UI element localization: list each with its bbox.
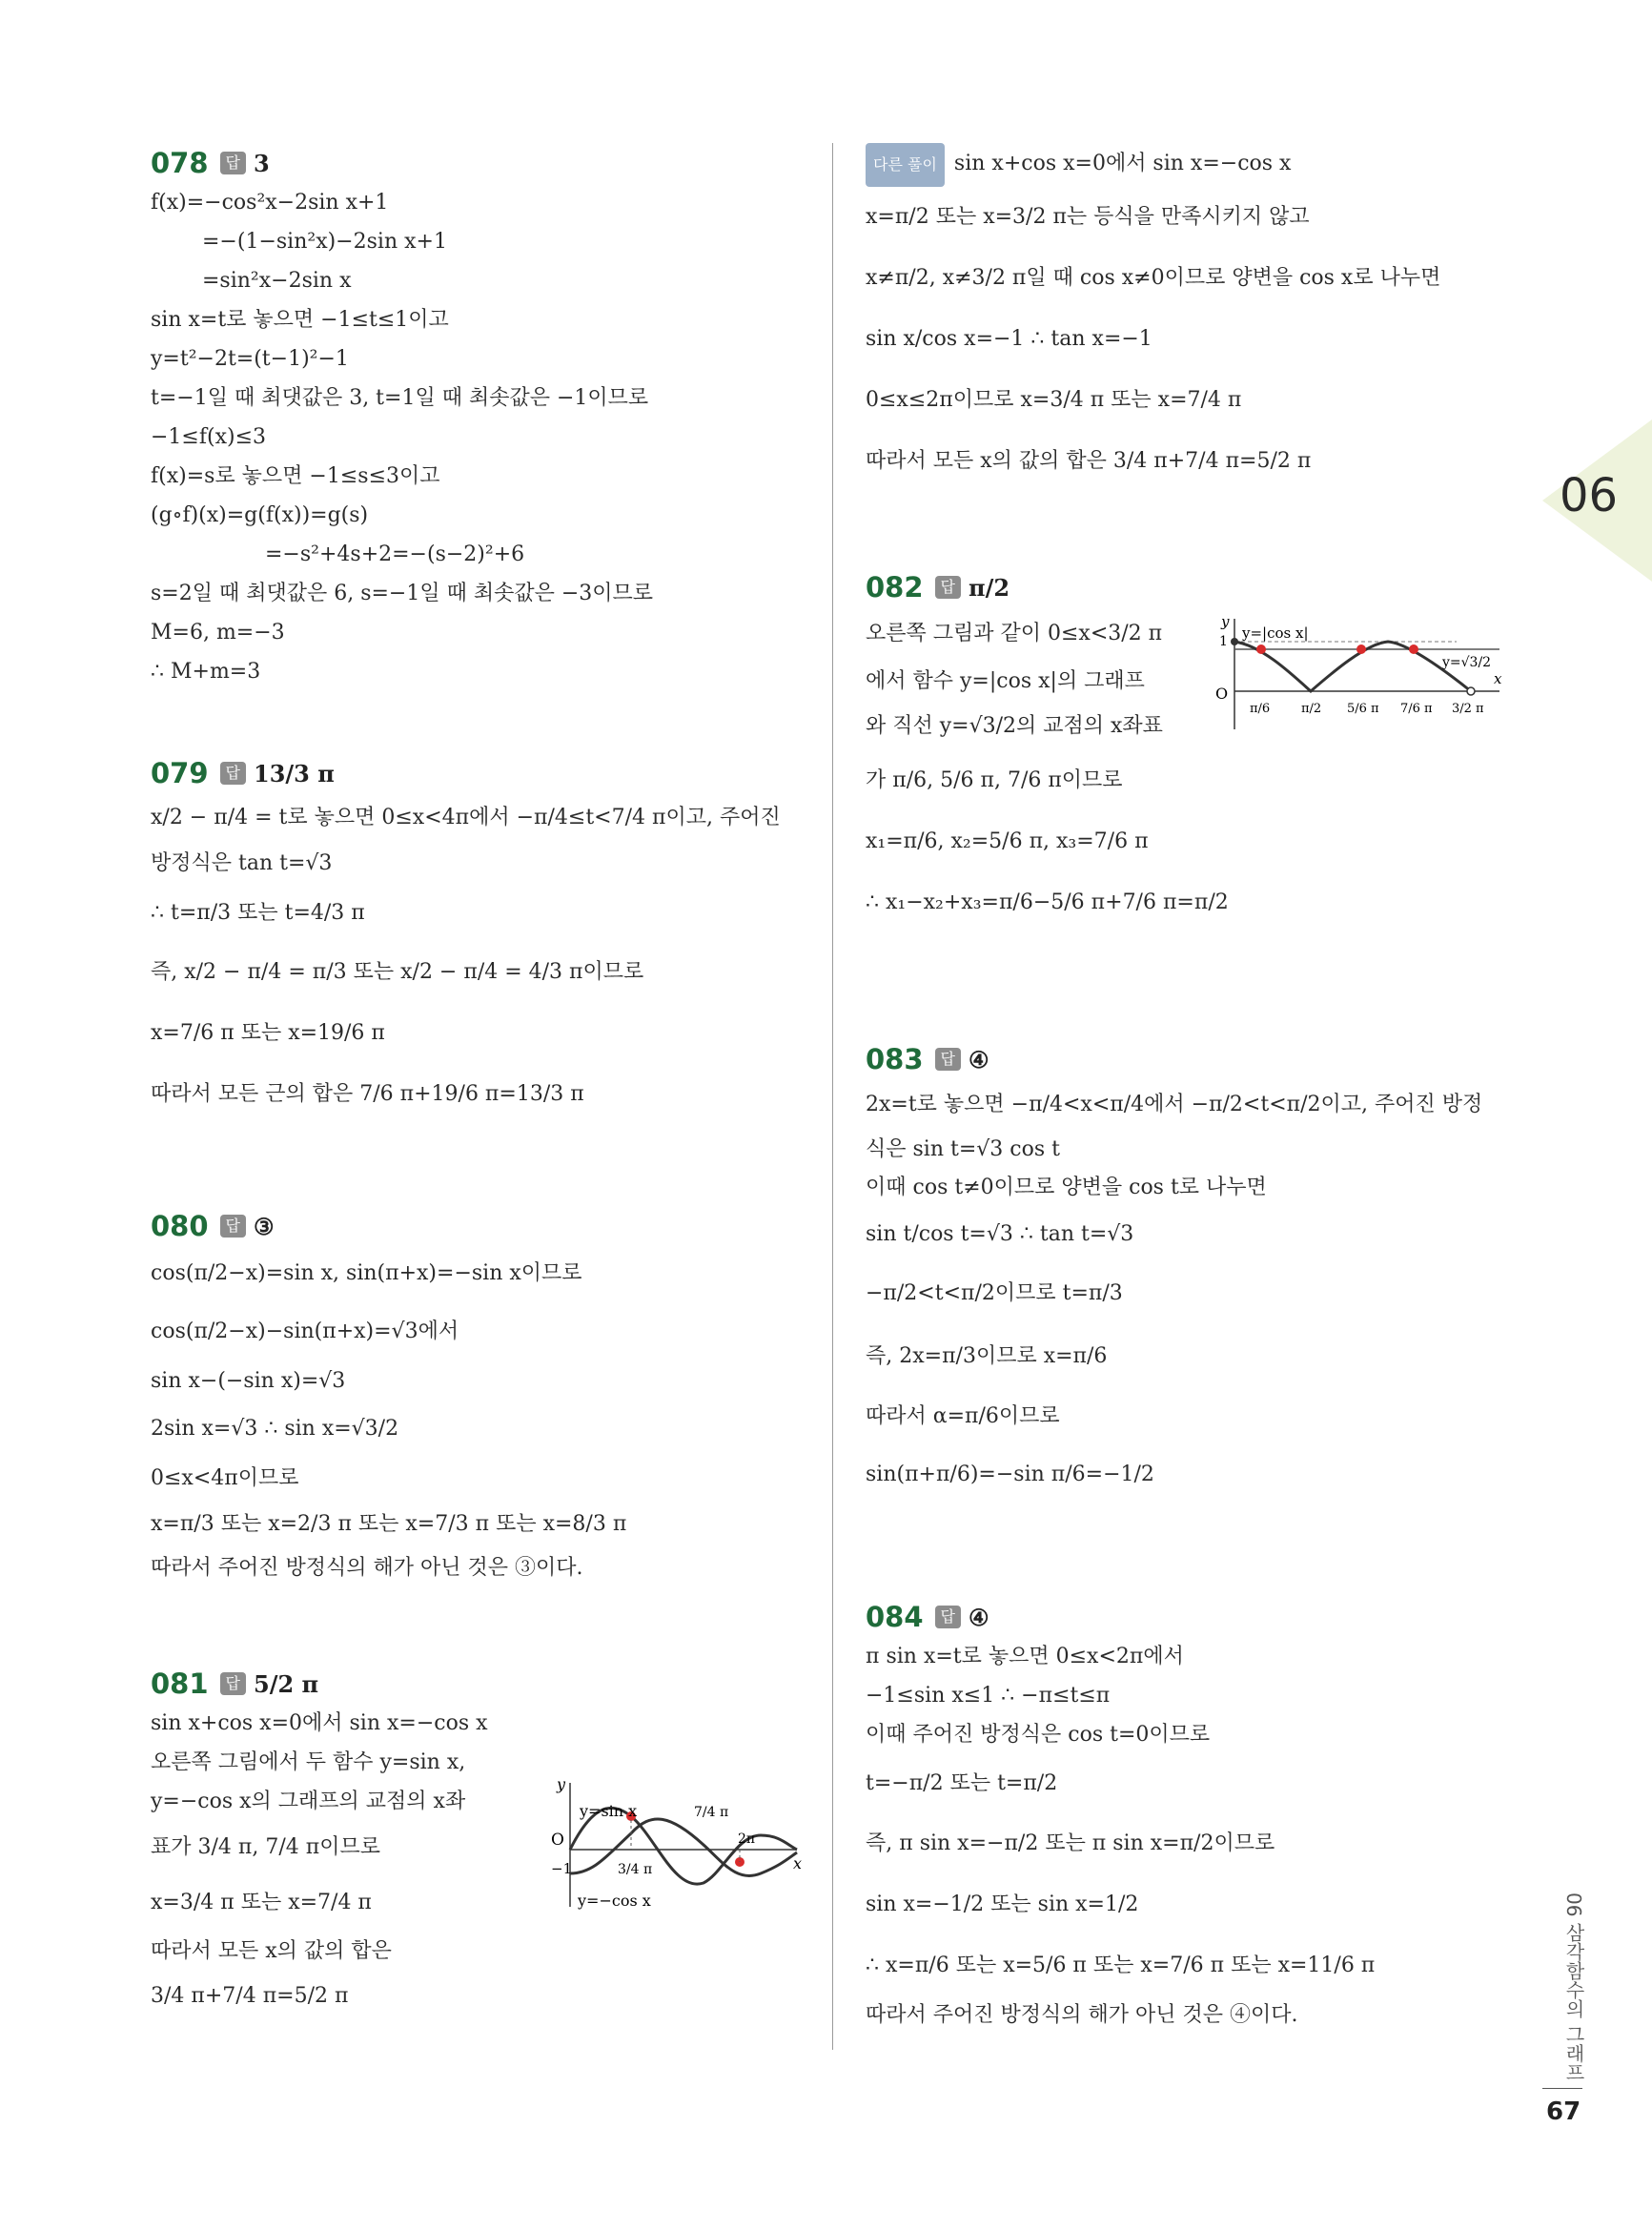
solution-line: 0≤x<4π이므로 <box>151 1466 299 1490</box>
solution-line: 이때 cos t≠0이므로 양변을 cos t로 나누면 <box>866 1176 1267 1199</box>
solution-line: sin(π+π/6)=−sin π/6=−1/2 <box>866 1463 1154 1486</box>
solution-line: cos(π/2−x)=sin x, sin(π+x)=−sin x이므로 <box>151 1261 582 1285</box>
problem-081 <box>151 1664 818 2022</box>
chapter-number: 06 <box>1560 469 1619 522</box>
alternate-solution-081 <box>866 143 1552 492</box>
solution-line: =sin²x−2sin x <box>202 269 352 293</box>
solution-line: 따라서 모든 근의 합은 7/6 π+19/6 π=13/3 π <box>151 1082 584 1106</box>
answer-value: 5/2 π <box>254 1669 319 1698</box>
tick-label: π/6 <box>1250 702 1271 716</box>
problem-number: 083 <box>866 1043 924 1075</box>
problem-080 <box>151 1206 818 1587</box>
problem-number: 084 <box>866 1601 924 1633</box>
graph-sin-cos <box>551 1778 808 1912</box>
solution-line: x₁=π/6, x₂=5/6 π, x₃=7/6 π <box>866 829 1149 853</box>
curve-label: y=|cos x| <box>1242 624 1309 642</box>
solution-line: 따라서 주어진 방정식의 해가 아닌 것은 ③이다. <box>151 1556 583 1580</box>
problem-header <box>866 567 1552 607</box>
solution-line: 따라서 주어진 방정식의 해가 아닌 것은 ④이다. <box>866 2003 1298 2027</box>
solution-line: ∴ t=π/3 또는 t=4/3 π <box>151 901 365 925</box>
intersection-point <box>1256 644 1266 654</box>
answer-tag: 답 <box>220 762 246 785</box>
solution-line: ∴ x₁−x₂+x₃=π/6−5/6 π+7/6 π=π/2 <box>866 890 1229 914</box>
solution-line: sin x=t로 놓으면 −1≤t≤1이고 <box>151 308 449 332</box>
solution-line: y=t²−2t=(t−1)²−1 <box>151 347 349 371</box>
solution-line: −1≤sin x≤1 ∴ −π≤t≤π <box>866 1684 1111 1708</box>
solution-line: s=2일 때 최댓값은 6, s=−1일 때 최솟값은 −3이므로 <box>151 582 654 605</box>
problem-header <box>151 753 818 793</box>
answer-value: ④ <box>969 1603 989 1631</box>
problem-number: 080 <box>151 1210 209 1242</box>
y-label: y <box>557 1778 566 1793</box>
solution-line: 에서 함수 y=|cos x|의 그래프 <box>866 669 1145 693</box>
solution-line: sin t/cos t=√3 ∴ tan t=√3 <box>866 1222 1134 1246</box>
solution-line: 와 직선 y=√3/2의 교점의 x좌표 <box>866 714 1163 738</box>
problem-079 <box>151 753 818 1125</box>
answer-tag: 답 <box>935 576 961 599</box>
tick-label: π/2 <box>1301 702 1322 716</box>
x-label: x <box>793 1854 803 1872</box>
answer-tag: 답 <box>220 1215 246 1238</box>
tick-label: 7/6 π <box>1400 702 1433 716</box>
solution-line: ∴ x=π/6 또는 x=5/6 π 또는 x=7/6 π 또는 x=11/6 π <box>866 1954 1376 1977</box>
solution-line: t=−1일 때 최댓값은 3, t=1일 때 최솟값은 −1이므로 <box>151 386 649 410</box>
answer-value: 3 <box>254 149 270 177</box>
solution-line: sin x+cos x=0에서 sin x=−cos x <box>151 1711 488 1735</box>
tick-label: 3/2 π <box>1452 702 1484 716</box>
alt-solution-tag: 다른 풀이 <box>866 143 945 187</box>
solution-line: 즉, 2x=π/3이므로 x=π/6 <box>866 1344 1108 1368</box>
solution-line: x≠π/2, x≠3/2 π일 때 cos x≠0이므로 양변을 cos x로 나누면 <box>866 266 1441 290</box>
solution-line: y=−cos x의 그래프의 교점의 x좌 <box>151 1790 466 1813</box>
tick-label: 5/6 π <box>1347 702 1379 716</box>
solution-line: 가 π/6, 5/6 π, 7/6 π이므로 <box>866 768 1123 792</box>
solution-line: M=6, m=−3 <box>151 621 285 644</box>
answer-value: ④ <box>969 1045 989 1074</box>
answer-tag: 답 <box>220 152 246 174</box>
answer-tag: 답 <box>935 1606 961 1628</box>
solution-line: t=−π/2 또는 t=π/2 <box>866 1771 1058 1795</box>
problem-082 <box>866 567 1552 933</box>
solution-line: x=π/3 또는 x=2/3 π 또는 x=7/3 π 또는 x=8/3 π <box>151 1512 627 1536</box>
solution-line: 이때 주어진 방정식은 cos t=0이므로 <box>866 1723 1211 1747</box>
solution-line: −1≤f(x)≤3 <box>151 425 267 449</box>
x-label: x <box>1494 670 1502 687</box>
cos-curve-label: y=−cos x <box>578 1892 651 1910</box>
alt-header <box>866 143 1552 187</box>
problem-083 <box>866 1039 1552 1504</box>
solution-line: x=7/6 π 또는 x=19/6 π <box>151 1021 385 1045</box>
solution-line: x=π/2 또는 x=3/2 π는 등식을 만족시키지 않고 <box>866 205 1310 229</box>
solution-line: x/2 − π/4 = t로 놓으면 0≤x<4π에서 −π/4≤t<7/4 π이고, 주어진 <box>151 806 781 829</box>
column-divider <box>832 143 833 2050</box>
solution-line: sin x=−1/2 또는 sin x=1/2 <box>866 1892 1139 1916</box>
solution-line: 오른쪽 그림에서 두 함수 y=sin x, <box>151 1750 466 1774</box>
problem-number: 079 <box>151 757 209 789</box>
problem-header <box>866 1597 1552 1637</box>
solution-line: ∴ M+m=3 <box>151 660 261 684</box>
solution-line: =−s²+4s+2=−(s−2)²+6 <box>265 542 525 566</box>
problem-header <box>151 143 818 183</box>
answer-tag: 답 <box>935 1048 961 1071</box>
solution-line: 따라서 모든 x의 값의 합은 <box>151 1939 392 1963</box>
seven-quarter-label: 7/4 π <box>694 1805 729 1820</box>
three-quarter-label: 3/4 π <box>618 1862 653 1877</box>
problem-084 <box>866 1597 1552 2035</box>
page-number-rule <box>1542 2088 1582 2089</box>
problem-header <box>151 1206 818 1246</box>
sin-curve-label: y=sin x <box>580 1802 638 1820</box>
solution-line: 방정식은 tan t=√3 <box>151 851 333 875</box>
solution-line: 즉, π sin x=−π/2 또는 π sin x=π/2이므로 <box>866 1831 1275 1855</box>
solution-line: 2sin x=√3 ∴ sin x=√3/2 <box>151 1417 399 1441</box>
solution-line: −π/2<t<π/2이므로 t=π/3 <box>866 1281 1123 1305</box>
solution-line: 0≤x≤2π이므로 x=3/4 π 또는 x=7/4 π <box>866 388 1242 412</box>
solution-line: 식은 sin t=√3 cos t <box>866 1137 1060 1161</box>
problem-number: 082 <box>866 571 924 604</box>
y-label: y <box>1221 615 1230 630</box>
solution-line: 따라서 α=π/6이므로 <box>866 1404 1060 1428</box>
answer-tag: 답 <box>220 1672 246 1695</box>
solution-line: f(x)=−cos²x−2sin x+1 <box>151 191 389 215</box>
solution-line: 표가 3/4 π, 7/4 π이므로 <box>151 1835 380 1859</box>
solution-line: 오른쪽 그림과 같이 0≤x<3/2 π <box>866 622 1163 645</box>
problem-number: 078 <box>151 147 209 179</box>
alt-head-line: sin x+cos x=0에서 sin x=−cos x <box>953 152 1292 175</box>
origin-label: O <box>1215 685 1229 703</box>
solution-line: 따라서 모든 x의 값의 합은 3/4 π+7/4 π=5/2 π <box>866 449 1312 473</box>
solution-line: 3/4 π+7/4 π=5/2 π <box>151 1984 349 2008</box>
answer-value: π/2 <box>969 573 1010 602</box>
solution-line: x=3/4 π 또는 x=7/4 π <box>151 1891 372 1914</box>
end-point <box>1467 687 1475 695</box>
intersection-point <box>1356 644 1366 654</box>
two-pi-label: 2π <box>738 1831 756 1847</box>
problem-number: 081 <box>151 1667 209 1700</box>
problem-header <box>151 1664 818 1704</box>
solution-line: (g∘f)(x)=g(f(x))=g(s) <box>151 503 369 527</box>
graph-abs-cos <box>1214 615 1509 734</box>
solution-line: f(x)=s로 놓으면 −1≤s≤3이고 <box>151 464 440 488</box>
neg-cos-curve <box>570 1819 797 1876</box>
solution-line: =−(1−sin²x)−2sin x+1 <box>202 230 447 254</box>
solution-line: 2x=t로 놓으면 −π/4<x<π/4에서 −π/2<t<π/2이고, 주어진 방정 <box>866 1093 1483 1116</box>
solution-line: sin x/cos x=−1 ∴ tan x=−1 <box>866 327 1152 351</box>
one-label: 1 <box>1219 634 1228 649</box>
solution-line: cos(π/2−x)−sin(π+x)=√3에서 <box>151 1320 459 1343</box>
solution-line: 즉, x/2 − π/4 = π/3 또는 x/2 − π/4 = 4/3 π이므로 <box>151 960 644 984</box>
problem-header <box>866 1039 1552 1079</box>
problem-078 <box>151 143 818 691</box>
page-number: 67 <box>1546 2097 1581 2126</box>
answer-value: 13/3 π <box>254 759 335 788</box>
solution-line: π sin x=t로 놓으면 0≤x<2π에서 <box>866 1645 1184 1668</box>
solution-line: sin x−(−sin x)=√3 <box>151 1369 346 1393</box>
intersection-point <box>1409 644 1418 654</box>
chapter-side-title: 06 삼각함수의 그래프 <box>1562 1892 1585 2082</box>
answer-value: ③ <box>254 1212 275 1240</box>
start-point <box>1231 638 1238 645</box>
neg-one-label: −1 <box>551 1860 573 1877</box>
line-label: y=√3/2 <box>1442 655 1492 670</box>
origin-label: O <box>551 1831 564 1850</box>
